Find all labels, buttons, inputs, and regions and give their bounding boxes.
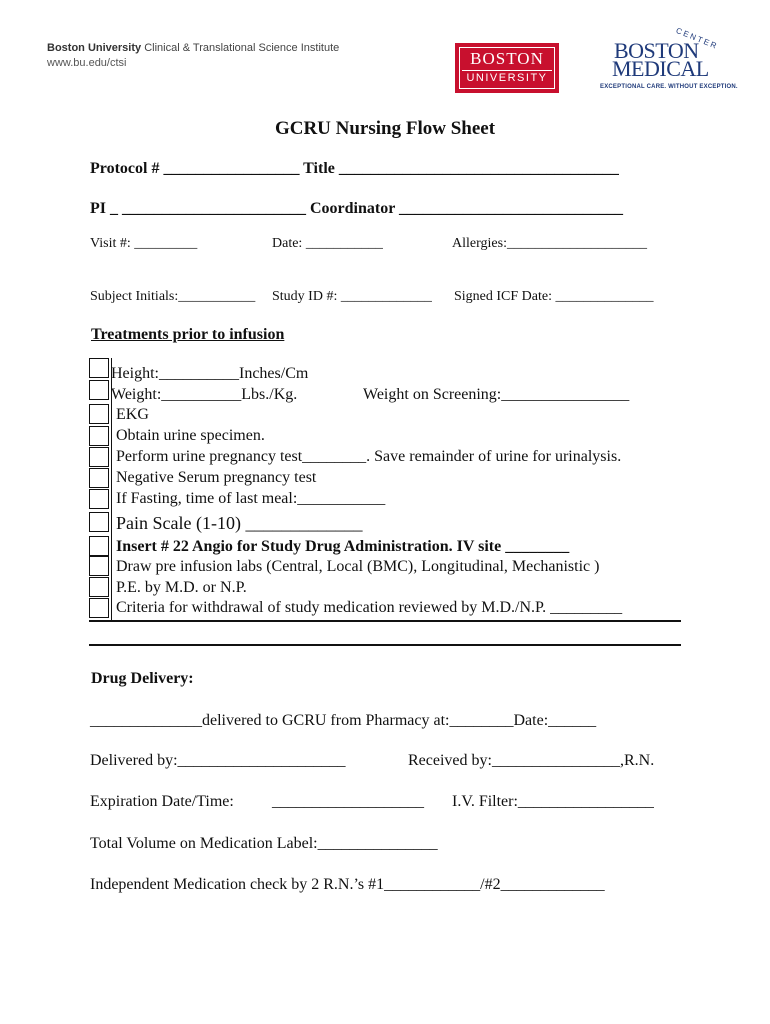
allergies-field[interactable]: Allergies:____________________ — [452, 236, 647, 251]
treatment-urine-pregnancy: Perform urine pregnancy test________. Save remainder of urine for urinalysis. — [116, 448, 622, 465]
checkbox-fasting[interactable] — [89, 489, 109, 509]
checkbox-angio[interactable] — [89, 536, 109, 556]
treatments-heading: Treatments prior to infusion — [91, 326, 285, 343]
checkbox-height[interactable] — [89, 358, 109, 378]
bmc-logo-center: CENTER — [674, 26, 720, 52]
page-title: GCRU Nursing Flow Sheet — [274, 118, 496, 139]
weight-on-screening-field[interactable]: Weight on Screening:________________ — [363, 386, 630, 403]
bu-logo-line1: BOSTON — [470, 49, 544, 68]
visit-field[interactable]: Visit #: _________ — [90, 236, 198, 251]
treatment-height: Height:__________Inches/Cm — [111, 365, 309, 382]
divider — [89, 620, 681, 622]
boston-medical-center-logo — [598, 26, 738, 96]
checkbox-ekg[interactable] — [89, 404, 109, 424]
checkbox-pain-scale[interactable] — [89, 512, 109, 532]
checkbox-serum-pregnancy[interactable] — [89, 468, 109, 488]
treatment-ekg: EKG — [116, 406, 149, 423]
treatment-angio: Insert # 22 Angio for Study Drug Administration. IV site ________ — [116, 538, 570, 555]
treatment-urine-specimen: Obtain urine specimen. — [116, 427, 265, 444]
treatment-pe: P.E. by M.D. or N.P. — [116, 579, 247, 596]
treatment-serum-pregnancy: Negative Serum pregnancy test — [116, 469, 317, 486]
checkbox-weight[interactable] — [89, 380, 109, 400]
expiration-field[interactable]: ___________________ — [272, 793, 424, 810]
checkbox-pre-infusion-labs[interactable] — [89, 556, 109, 576]
protocol-title-field[interactable]: Protocol # _________________ Title ___________________________________ — [90, 160, 619, 177]
treatment-weight: Weight:__________Lbs./Kg. — [111, 386, 298, 403]
date-field[interactable]: Date: ___________ — [272, 236, 383, 251]
treatment-withdrawal-criteria: Criteria for withdrawal of study medication reviewed by M.D./N.P. _________ — [116, 599, 623, 616]
pi-coordinator-field[interactable]: PI _ _______________________ Coordinator ____________________________ — [90, 200, 624, 217]
checkbox-urine-specimen[interactable] — [89, 426, 109, 446]
iv-filter-field[interactable]: I.V. Filter:_________________ — [452, 793, 654, 810]
total-volume-field[interactable]: Total Volume on Medication Label:_______________ — [90, 835, 438, 852]
bu-logo-line2: UNIVERSITY — [466, 72, 548, 84]
signed-icf-date-field[interactable]: Signed ICF Date: ______________ — [454, 289, 654, 304]
expiration-label: Expiration Date/Time: — [90, 793, 234, 810]
delivered-to-gcru-field[interactable]: ______________delivered to GCRU from Pharmacy at:________Date:______ — [90, 712, 597, 729]
divider — [89, 644, 681, 646]
drug-delivery-heading: Drug Delivery: — [91, 670, 194, 687]
independent-check-field[interactable]: Independent Medication check by 2 R.N.’s #1____________/#2_____________ — [90, 876, 605, 893]
study-id-field[interactable]: Study ID #: _____________ — [272, 289, 432, 304]
treatment-pain-scale: Pain Scale (1-10) _____________ — [116, 513, 363, 533]
institute-url: www.bu.edu/ctsi — [47, 57, 127, 69]
bmc-logo-line1: BOSTON — [614, 38, 699, 63]
bmc-logo-line2: MEDICAL — [612, 56, 709, 81]
received-by-field[interactable]: Received by:________________,R.N. — [408, 752, 655, 769]
bmc-logo-tagline: EXCEPTIONAL CARE. WITHOUT EXCEPTION. — [600, 84, 738, 90]
treatment-fasting: If Fasting, time of last meal:___________ — [116, 490, 386, 507]
treatment-pre-infusion-labs: Draw pre infusion labs (Central, Local (BMC), Longitudinal, Mechanistic ) — [116, 558, 600, 575]
checkbox-withdrawal-criteria[interactable] — [89, 598, 109, 618]
checkbox-urine-pregnancy[interactable] — [89, 447, 109, 467]
institute-name: Boston University Clinical & Translational Science Institute — [47, 42, 340, 54]
boston-university-logo — [455, 43, 559, 93]
delivered-by-field[interactable]: Delivered by:_____________________ — [90, 752, 346, 769]
checkbox-pe[interactable] — [89, 577, 109, 597]
subject-initials-field[interactable]: Subject Initials:___________ — [90, 289, 256, 304]
